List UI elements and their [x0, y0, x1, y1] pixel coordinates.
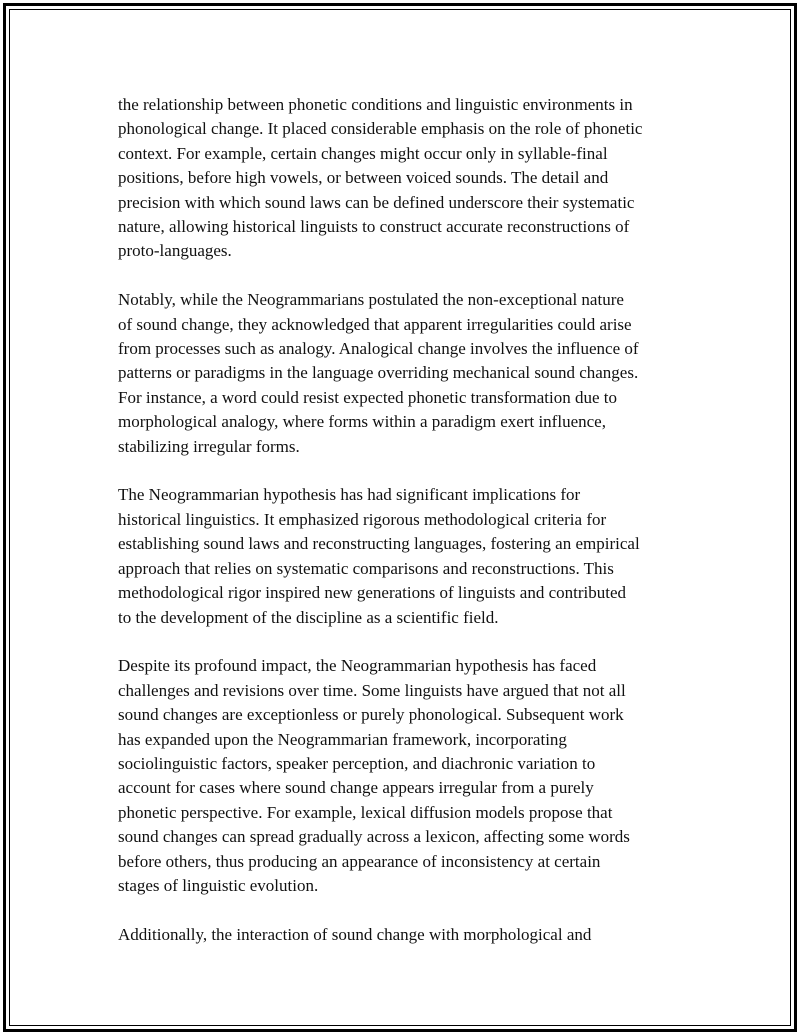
text-line: patterns or paradigms in the language overriding mechanical sound changes. — [118, 363, 639, 383]
text-line: historical linguistics. It emphasized rigorous methodological criteria for — [118, 509, 607, 529]
text-line: For instance, a word could resist expected phonetic transformation due to — [118, 387, 617, 407]
text-line: establishing sound laws and reconstructing languages, fostering an empirical — [118, 534, 640, 554]
text-line: context. For example, certain changes might occur only in syllable-final — [118, 143, 608, 163]
text-line: methodological rigor inspired new generations of linguists and contributed — [118, 583, 626, 603]
text-line: Notably, while the Neogrammarians postulated the non-exceptional nature — [118, 290, 624, 310]
text-line: Additionally, the interaction of sound change with morphological and — [118, 924, 592, 944]
text-line: the relationship between phonetic conditions and linguistic environments in — [118, 95, 633, 114]
text-line: of sound change, they acknowledged that apparent irregularities could arise — [118, 314, 632, 334]
text-line: approach that relies on systematic comparisons and reconstructions. This — [118, 558, 614, 578]
text-line: The Neogrammarian hypothesis has had significant implications for — [118, 485, 581, 505]
text-line: sound changes can spread gradually across a lexicon, affecting some words — [118, 827, 630, 847]
text-line: stabilizing irregular forms. — [118, 436, 300, 456]
text-line: precision with which sound laws can be defined underscore their systematic — [118, 192, 635, 212]
text-line: sociolinguistic factors, speaker perception, and diachronic variation to — [118, 753, 596, 773]
text-line: morphological analogy, where forms within a paradigm exert influence, — [118, 412, 606, 432]
text-line: Despite its profound impact, the Neogrammarian hypothesis has faced — [118, 656, 597, 676]
text-line: before others, thus producing an appearance of inconsistency at certain — [118, 851, 601, 871]
text-line: positions, before high vowels, or between voiced sounds. The detail and — [118, 168, 609, 188]
text-line: from processes such as analogy. Analogical change involves the influence of — [118, 339, 639, 359]
text-line: stages of linguistic evolution. — [118, 875, 319, 895]
paragraph — [118, 483, 688, 629]
text-line: challenges and revisions over time. Some linguists have argued that not all — [118, 680, 626, 700]
paragraph — [118, 923, 688, 947]
text-line: proto-languages. — [118, 241, 232, 261]
text-line: nature, allowing historical linguists to construct accurate reconstructions of — [118, 217, 630, 237]
document-body — [118, 93, 688, 972]
text-line: sound changes are exceptionless or purely phonological. Subsequent work — [118, 705, 624, 725]
paragraph — [118, 654, 688, 898]
text-line: phonetic perspective. For example, lexical diffusion models propose that — [118, 802, 613, 822]
text-line: account for cases where sound change appears irregular from a purely — [118, 778, 594, 798]
paragraph — [118, 93, 688, 264]
paragraph — [118, 288, 688, 459]
text-line: has expanded upon the Neogrammarian framework, incorporating — [118, 729, 567, 749]
text-line: phonological change. It placed considerable emphasis on the role of phonetic — [118, 119, 643, 139]
text-line: to the development of the discipline as a scientific field. — [118, 607, 499, 627]
